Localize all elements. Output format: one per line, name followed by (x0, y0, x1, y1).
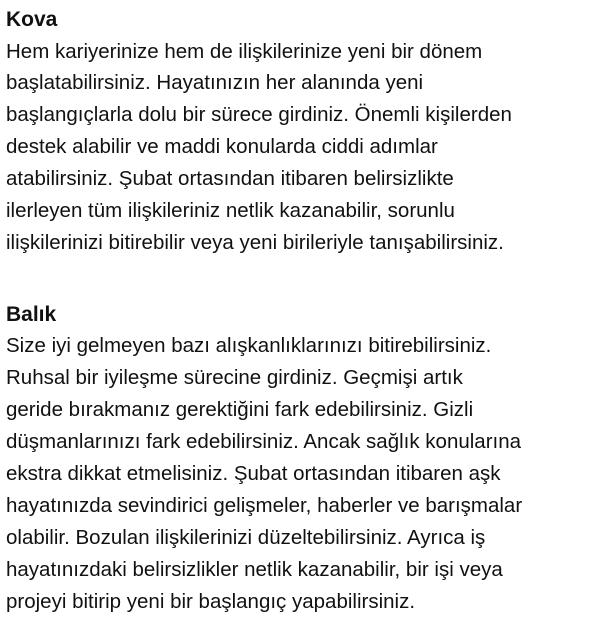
text-line: geride bırakmanız gerektiğini fark edebilirsiniz. Gizli (6, 398, 474, 422)
section-body-kova (6, 36, 598, 259)
section-title-kova: Kova (6, 8, 58, 31)
text-line: projeyi bitirip yeni bir başlangıç yapabilirsiniz. (6, 589, 416, 613)
text-line: olabilir. Bozulan ilişkilerinizi düzeltebilirsiniz. Ayrıca iş (6, 525, 486, 549)
text-line: Size iyi gelmeyen bazı alışkanlıklarınızı bitirebilirsiniz. (6, 334, 492, 358)
section-spacer (6, 259, 598, 299)
text-line: hayatınızdaki belirsizlikler netlik kazanabilir, bir işi veya (6, 557, 503, 581)
text-line: Hem kariyerinize hem de ilişkilerinize yeni bir dönem (6, 39, 483, 63)
text-line: ekstra dikkat etmelisiniz. Şubat ortasından itibaren aşk (6, 461, 501, 485)
text-line: başlatabilirsiniz. Hayatınızın her alanında yeni (6, 71, 424, 95)
text-line: düşmanlarınızı fark edebilirsiniz. Ancak sağlık konularına (6, 430, 522, 454)
horoscope-document (6, 4, 598, 618)
text-line: ilişkilerinizi bitirebilir veya yeni birileriyle tanışabilirsiniz. (6, 230, 504, 254)
text-line: Ruhsal bir iyileşme sürecine girdiniz. Geçmişi artık (6, 366, 463, 390)
text-line: atabilirsiniz. Şubat ortasından itibaren belirsizlikte (6, 167, 454, 191)
text-line: ilerleyen tüm ilişkileriniz netlik kazanabilir, sorunlu (6, 199, 455, 223)
section-title-balik: Balık (6, 302, 57, 326)
section-balik (6, 299, 598, 618)
section-kova (6, 4, 598, 259)
text-line: hayatınızda sevindirici gelişmeler, haberler ve barışmalar (6, 493, 523, 517)
section-body-balik (6, 330, 598, 617)
text-line: başlangıçlarla dolu bir sürece girdiniz. Önemli kişilerden (6, 103, 512, 127)
text-line: destek alabilir ve maddi konularda ciddi adımlar (6, 135, 438, 159)
